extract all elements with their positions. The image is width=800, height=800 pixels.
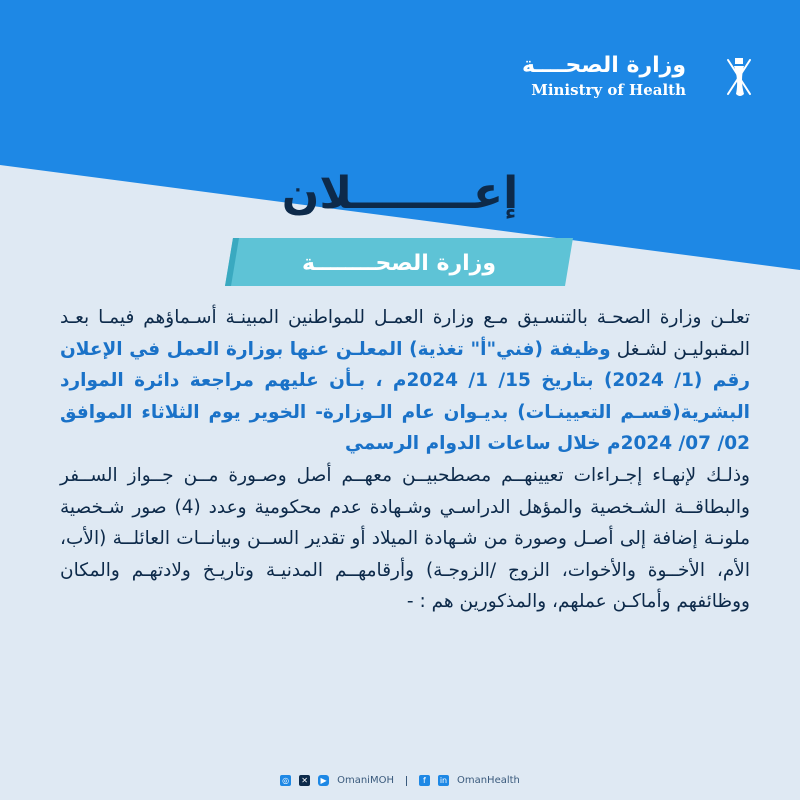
social-footer — [0, 775, 800, 786]
x-icon[interactable]: ✕ — [299, 775, 310, 786]
footer-handle-right[interactable]: OmanHealth — [456, 775, 520, 786]
facebook-icon[interactable]: f — [419, 775, 430, 786]
linkedin-icon[interactable]: in — [439, 776, 448, 785]
youtube-icon[interactable]: ▶ — [318, 775, 329, 786]
ministry-logo — [522, 36, 772, 116]
announcement-body — [60, 302, 750, 618]
oman-emblem-icon — [698, 36, 772, 116]
footer-divider — [406, 776, 407, 786]
footer-handle-left[interactable]: OmaniMOH — [337, 775, 394, 786]
page-title: إعــــــــلان — [281, 168, 519, 219]
body-intro: تعلـن وزارة الصحـة بالتنسـيق مـع وزارة العمـل للمواطنين المبينـة أسـماؤهم فيمـا بعـد المقبوليـن لشـغل — [60, 307, 750, 360]
logo-english-text: Ministry of Health — [531, 81, 686, 99]
logo-arabic-text: وزارة الصحــــة — [522, 53, 686, 78]
instagram-icon[interactable]: ◎ — [280, 775, 291, 786]
banner-text: وزارة الصحــــــــة — [301, 251, 497, 276]
body-highlight: وظيفة (فني"أ" تغذية) المعلـن عنها بوزارة العمل في الإعلان رقم (1/ 2024) بتاريخ 15/ 1/ 2024م ، بـأن عليهم مراجعة دائرة الموارد البشرية(قسـم التعيينـات) بديـوان عام الـوزارة- الخوير يوم الثلاثاء الموافق 02/ 07/ 2024م خلال ساعات الدوام الرسمي — [60, 338, 751, 455]
body-requirements: وذلـك لإنهـاء إجـراءات تعيينهــم مصطحبيــن معهــم أصل وصـورة مــن جــواز الســفر والبطاقــة الشـخصية والمؤهل الدراسـي وشـهادة عدم محكومية وعدد (4) صور شـخصية ملونـة إضافة إلى أصـل وصورة من شـهادة الميلاد أو تقدير الســن وبيانــات العائلــة (الأب، الأم، الأخــوة والأخوات، الزوج /الزوجـة) وأرقامهــم المدنيـة وتاريـخ ولادتهـم والمكان ووظائفهم وأماكـن عملهم، والمذكورين هم : - — [60, 464, 750, 613]
